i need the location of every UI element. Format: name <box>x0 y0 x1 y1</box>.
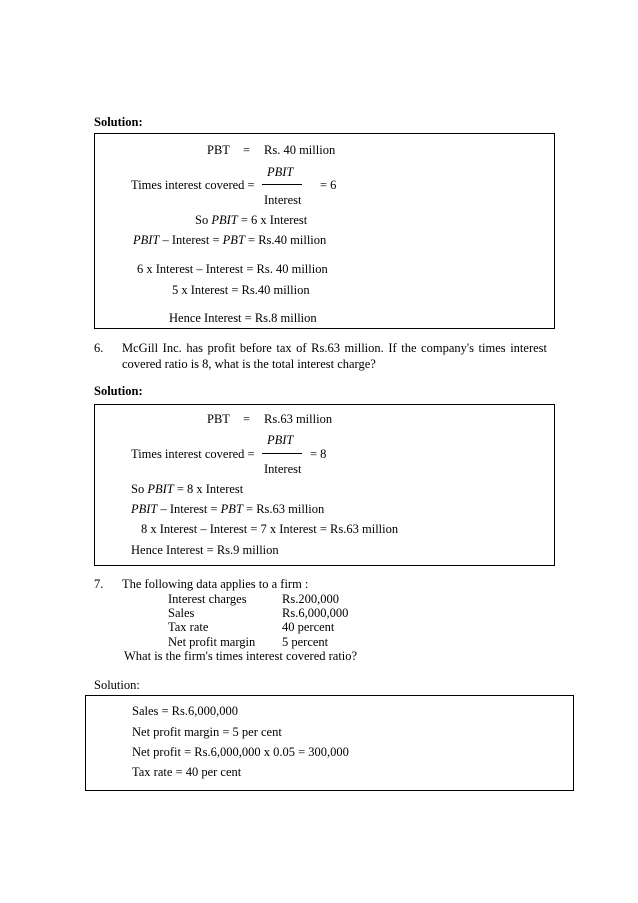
pbt-label: PBT <box>207 412 230 426</box>
net-profit-line: Net profit = Rs.6,000,000 x 0.05 = 300,000 <box>132 745 349 759</box>
solution-heading: Solution: <box>94 678 140 692</box>
data-row-value: 40 percent <box>282 620 335 634</box>
pbt-value: Rs.63 million <box>264 412 333 426</box>
so-rest: = 8 x Interest <box>176 482 244 496</box>
so-line <box>195 213 307 227</box>
times-interest-covered-label: Times interest covered = <box>131 178 255 192</box>
line-mid: – Interest = <box>162 233 220 247</box>
line-mid: – Interest = <box>160 502 218 516</box>
ratio-value: = 6 <box>320 178 337 192</box>
solution-box <box>85 695 574 791</box>
fraction-bar <box>262 184 302 185</box>
question-intro: The following data applies to a firm : <box>122 577 309 591</box>
fraction-numerator: PBIT <box>267 433 294 447</box>
net-profit-margin-line: Net profit margin = 5 per cent <box>132 725 282 739</box>
fraction-bar <box>262 453 302 454</box>
so-line <box>131 482 243 496</box>
sales-line: Sales = Rs.6,000,000 <box>132 704 239 718</box>
data-row-value: 5 percent <box>282 635 329 649</box>
data-row-label: Interest charges <box>168 592 247 606</box>
line-pbit: PBIT <box>133 233 160 247</box>
data-row-value: Rs.200,000 <box>282 592 339 606</box>
solution-heading: Solution: <box>94 115 143 129</box>
interest-equation-simplified: 5 x Interest = Rs.40 million <box>172 283 310 297</box>
tax-rate-line: Tax rate = 40 per cent <box>132 765 242 779</box>
times-interest-covered-label: Times interest covered = <box>131 447 255 461</box>
interest-equation: 6 x Interest – Interest = Rs. 40 million <box>137 262 328 276</box>
pbit-minus-interest-line <box>133 233 326 247</box>
line-pbit: PBIT <box>131 502 158 516</box>
question-number: 7. <box>94 577 104 591</box>
pbt-equals: = <box>243 143 251 157</box>
line-rest: = Rs.40 million <box>248 233 327 247</box>
line-rest: = Rs.63 million <box>246 502 325 516</box>
question-text: What is the firm's times interest covered ratio? <box>124 649 358 663</box>
so-rest: = 6 x Interest <box>240 213 308 227</box>
solution-heading: Solution: <box>94 384 143 398</box>
data-row-label: Tax rate <box>168 620 209 634</box>
solution-box <box>94 404 555 566</box>
line-pbt: PBT <box>220 502 243 516</box>
fraction-numerator: PBIT <box>267 165 294 179</box>
fraction-denominator: Interest <box>264 462 302 476</box>
data-row-label: Sales <box>168 606 195 620</box>
data-row-value: Rs.6,000,000 <box>282 606 349 620</box>
data-row-label: Net profit margin <box>168 635 256 649</box>
fraction-denominator: Interest <box>264 193 302 207</box>
line-pbt: PBT <box>222 233 245 247</box>
interest-result: Hence Interest = Rs.9 million <box>131 543 279 557</box>
pbit-minus-interest-line <box>131 502 324 516</box>
so-pbit: PBIT <box>211 213 238 227</box>
pbt-value: Rs. 40 million <box>264 143 336 157</box>
solution-box <box>94 133 555 329</box>
pbt-equals: = <box>243 412 251 426</box>
question-number: 6. <box>94 341 104 355</box>
pbt-label: PBT <box>207 143 230 157</box>
so-prefix: So <box>195 213 209 227</box>
interest-result: Hence Interest = Rs.8 million <box>169 311 317 325</box>
interest-equation: 8 x Interest – Interest = 7 x Interest = Rs.63 million <box>141 522 399 536</box>
so-pbit: PBIT <box>147 482 174 496</box>
ratio-value: = 8 <box>310 447 327 461</box>
question-text: McGill Inc. has profit before tax of Rs.63 million. If the company's times interest covered ratio is 8, what is the total interest charge? <box>122 341 547 371</box>
so-prefix: So <box>131 482 145 496</box>
